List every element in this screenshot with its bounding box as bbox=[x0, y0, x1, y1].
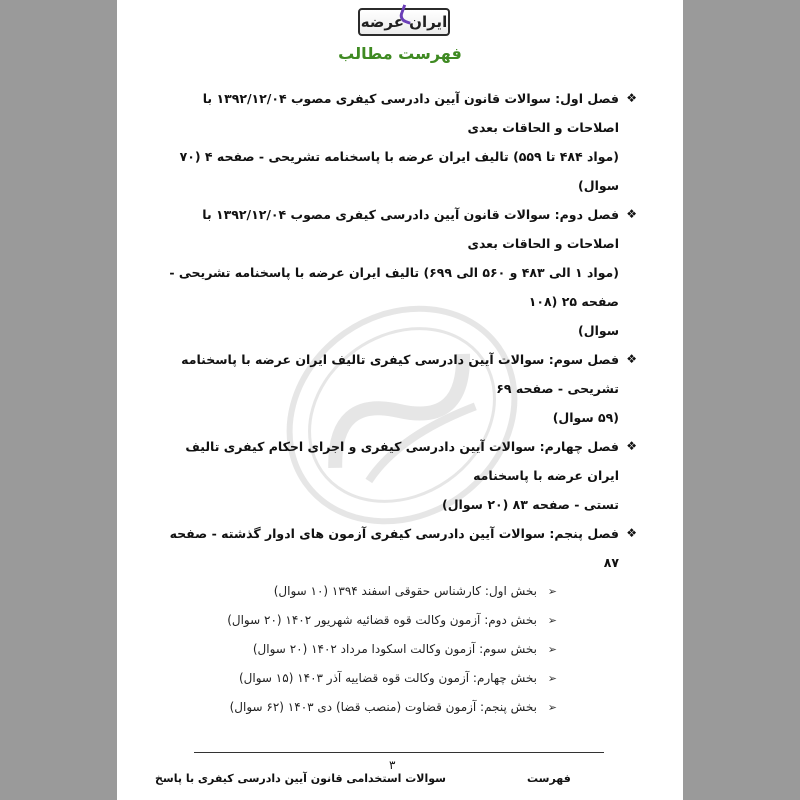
toc-chapter-line: فصل پنجم: سوالات آیین دادرسی کیفری آزمون های ادوار گذشته - صفحه ۸۷ bbox=[169, 526, 619, 570]
toc-section-label: بخش سوم: آزمون وکالت اسکودا مرداد ۱۴۰۲ (۲۰ سوال) bbox=[252, 642, 537, 656]
toc-title: فهرست مطالب bbox=[338, 44, 462, 63]
toc-section-entry bbox=[159, 664, 559, 693]
toc-section-label: بخش چهارم: آزمون وکالت قوه قضاییه آذر ۱۴۰۳ (۱۵ سوال) bbox=[238, 671, 537, 685]
document-page bbox=[117, 0, 683, 800]
brand-logo bbox=[358, 8, 450, 36]
toc-chapter-entry bbox=[159, 519, 637, 577]
logo-text: ایران عرضه bbox=[360, 13, 448, 31]
diamond-bullet-icon: ❖ bbox=[626, 352, 637, 366]
toc-chapter-entry bbox=[159, 84, 637, 200]
diamond-bullet-icon: ❖ bbox=[626, 526, 637, 540]
toc-chapter-line: فصل اول: سوالات قانون آیین دادرسی کیفری مصوب ۱۳۹۲/۱۲/۰۴ با اصلاحات و الحاقات بعدی bbox=[202, 91, 619, 135]
toc-section-entry bbox=[159, 693, 559, 722]
arrow-bullet-icon: ➢ bbox=[547, 614, 557, 627]
toc-section-label: بخش دوم: آزمون وکالت قوه قضائیه شهریور ۱۴۰۲ (۲۰ سوال) bbox=[227, 613, 537, 627]
toc-chapter-line: (مواد ۱ الی ۴۸۳ و ۵۶۰ الی ۶۹۹) تالیف ایران عرضه با پاسخنامه تشریحی - صفحه ۲۵ (۱۰۸ bbox=[169, 265, 619, 309]
arrow-bullet-icon: ➢ bbox=[547, 672, 557, 685]
toc-chapter-line: فصل سوم: سوالات آیین دادرسی کیفری تالیف ایران عرضه با پاسخنامه تشریحی - صفحه ۶۹ bbox=[181, 352, 619, 396]
toc-chapter-entry bbox=[159, 345, 637, 432]
toc-chapter-line: فصل چهارم: سوالات آیین دادرسی کیفری و اجرای احکام کیفری تالیف ایران عرضه با پاسخنامه bbox=[185, 439, 619, 483]
toc-section-entry bbox=[159, 577, 559, 606]
footer-section-label: فهرست bbox=[527, 772, 571, 785]
diamond-bullet-icon: ❖ bbox=[626, 207, 637, 221]
toc-section-label: بخش اول: کارشناس حقوقی اسفند ۱۳۹۴ (۱۰ سوال) bbox=[273, 584, 537, 598]
toc-chapter-line: (۵۹ سوال) bbox=[552, 410, 619, 425]
toc-chapter-line: تستی - صفحه ۸۳ (۲۰ سوال) bbox=[441, 497, 619, 512]
toc-chapter-entry bbox=[159, 200, 637, 345]
table-of-contents bbox=[159, 84, 637, 722]
toc-section-entry bbox=[159, 635, 559, 664]
page-number: ۳ bbox=[389, 758, 396, 772]
footer-book-title: سوالات استخدامی قانون آیین دادرسی کیفری با پاسخ bbox=[155, 772, 446, 785]
toc-chapter-line: سوال) bbox=[578, 323, 619, 338]
toc-section-entry bbox=[159, 606, 559, 635]
diamond-bullet-icon: ❖ bbox=[626, 439, 637, 453]
toc-chapter-line: فصل دوم: سوالات قانون آیین دادرسی کیفری مصوب ۱۳۹۲/۱۲/۰۴ با اصلاحات و الحاقات بعدی bbox=[202, 207, 619, 251]
toc-chapter-line: (مواد ۴۸۴ تا ۵۵۹) تالیف ایران عرضه با پاسخنامه تشریحی - صفحه ۴ (۷۰ سوال) bbox=[179, 149, 619, 193]
arrow-bullet-icon: ➢ bbox=[547, 643, 557, 656]
toc-chapter-entry bbox=[159, 432, 637, 519]
diamond-bullet-icon: ❖ bbox=[626, 91, 637, 105]
arrow-bullet-icon: ➢ bbox=[547, 585, 557, 598]
footer-divider bbox=[194, 752, 604, 753]
arrow-bullet-icon: ➢ bbox=[547, 701, 557, 714]
toc-section-label: بخش پنجم: آزمون قضاوت (منصب قضا) دی ۱۴۰۳ (۶۲ سوال) bbox=[229, 700, 537, 714]
